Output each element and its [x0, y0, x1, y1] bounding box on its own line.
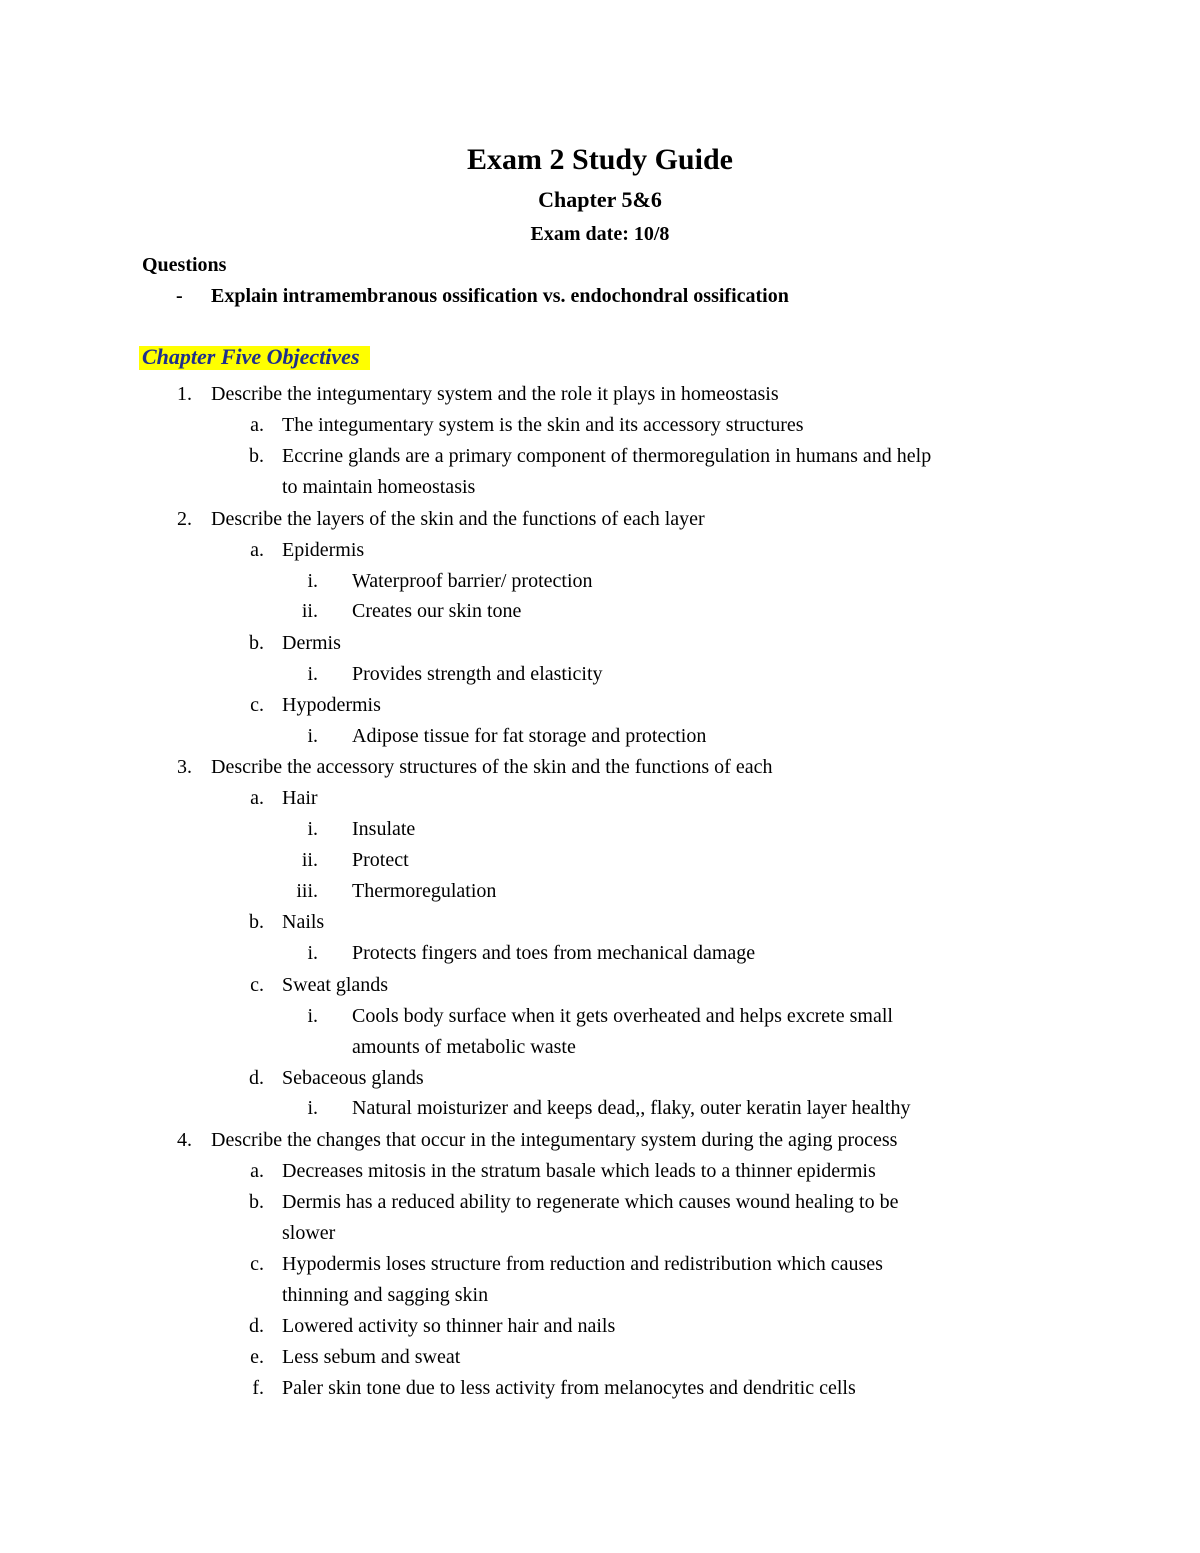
list-marker: 4. [177, 1129, 192, 1151]
list-marker: b. [249, 632, 264, 654]
list-marker: i. [307, 818, 318, 840]
list-item-text: Epidermis [282, 539, 365, 561]
list-item-text: Waterproof barrier/ protection [352, 570, 593, 592]
list-marker: i. [307, 1097, 318, 1119]
list-marker: a. [250, 1160, 264, 1182]
list-item-text: slower [282, 1222, 336, 1244]
list-item-text: Cools body surface when it gets overheated and helps excrete small [352, 1005, 893, 1027]
list-marker: 1. [177, 383, 192, 405]
list-marker: iii. [296, 880, 318, 902]
list-marker: i. [307, 663, 318, 685]
list-item-text: Sweat glands [282, 974, 389, 996]
list-item-text: Hypodermis loses structure from reduction and redistribution which causes [282, 1253, 883, 1275]
list-marker: a. [250, 414, 264, 436]
list-marker: c. [250, 1253, 264, 1275]
list-marker: 2. [177, 508, 192, 530]
list-marker: ii. [301, 600, 318, 622]
list-item-text: Describe the accessory structures of the skin and the functions of each [211, 756, 773, 778]
list-item-text: The integumentary system is the skin and its accessory structures [282, 414, 804, 436]
list-marker: e. [250, 1346, 264, 1368]
list-marker: b. [249, 445, 264, 467]
list-item-text: Nails [282, 911, 325, 933]
list-item-text: Creates our skin tone [352, 600, 522, 622]
question-item: Explain intramembranous ossification vs. endochondral ossification [211, 285, 789, 307]
list-item-text: Less sebum and sweat [282, 1346, 461, 1368]
list-item-text: Insulate [352, 818, 416, 840]
list-item-text: Hair [282, 787, 318, 809]
list-marker: a. [250, 787, 264, 809]
list-item-text: Natural moisturizer and keeps dead,, flaky, outer keratin layer healthy [352, 1097, 911, 1119]
list-item-text: Paler skin tone due to less activity from melanocytes and dendritic cells [282, 1377, 856, 1399]
list-marker: i. [307, 725, 318, 747]
exam-date: Exam date: 10/8 [530, 223, 670, 245]
list-item-text: Describe the changes that occur in the integumentary system during the aging process [211, 1129, 898, 1151]
list-item-text: Hypodermis [282, 694, 381, 716]
list-item-text: Describe the layers of the skin and the functions of each layer [211, 508, 705, 530]
list-item-text: Dermis has a reduced ability to regenerate which causes wound healing to be [282, 1191, 899, 1213]
list-marker: i. [307, 942, 318, 964]
list-marker: c. [250, 974, 264, 996]
list-item-text: Lowered activity so thinner hair and nails [282, 1315, 616, 1337]
list-item-text: Protect [352, 849, 409, 871]
list-marker: d. [249, 1315, 264, 1337]
list-item-text: Adipose tissue for fat storage and protection [352, 725, 707, 747]
list-marker: 3. [177, 756, 192, 778]
list-item-text: Thermoregulation [352, 880, 497, 902]
list-marker: b. [249, 1191, 264, 1213]
chapter-subtitle: Chapter 5&6 [538, 187, 662, 212]
list-item-text: amounts of metabolic waste [352, 1036, 576, 1058]
list-marker: a. [250, 539, 264, 561]
list-item-text: to maintain homeostasis [282, 476, 476, 498]
list-marker: b. [249, 911, 264, 933]
list-item-text: Eccrine glands are a primary component of thermoregulation in humans and help [282, 445, 932, 467]
page-title: Exam 2 Study Guide [467, 143, 733, 176]
question-bullet: - [176, 285, 183, 307]
list-item-text: Sebaceous glands [282, 1067, 424, 1089]
list-marker: i. [307, 1005, 318, 1027]
list-item-text: Protects fingers and toes from mechanical damage [352, 942, 756, 964]
list-item-text: thinning and sagging skin [282, 1284, 489, 1306]
objectives-heading: Chapter Five Objectives [139, 346, 370, 370]
list-item-text: Describe the integumentary system and the role it plays in homeostasis [211, 383, 779, 405]
list-item-text: Provides strength and elasticity [352, 663, 603, 685]
list-marker: i. [307, 570, 318, 592]
list-marker: d. [249, 1067, 264, 1089]
questions-heading: Questions [142, 254, 227, 276]
list-item-text: Decreases mitosis in the stratum basale which leads to a thinner epidermis [282, 1160, 876, 1182]
list-item-text: Dermis [282, 632, 341, 654]
list-marker: c. [250, 694, 264, 716]
list-marker: f. [252, 1377, 264, 1399]
list-marker: ii. [301, 849, 318, 871]
